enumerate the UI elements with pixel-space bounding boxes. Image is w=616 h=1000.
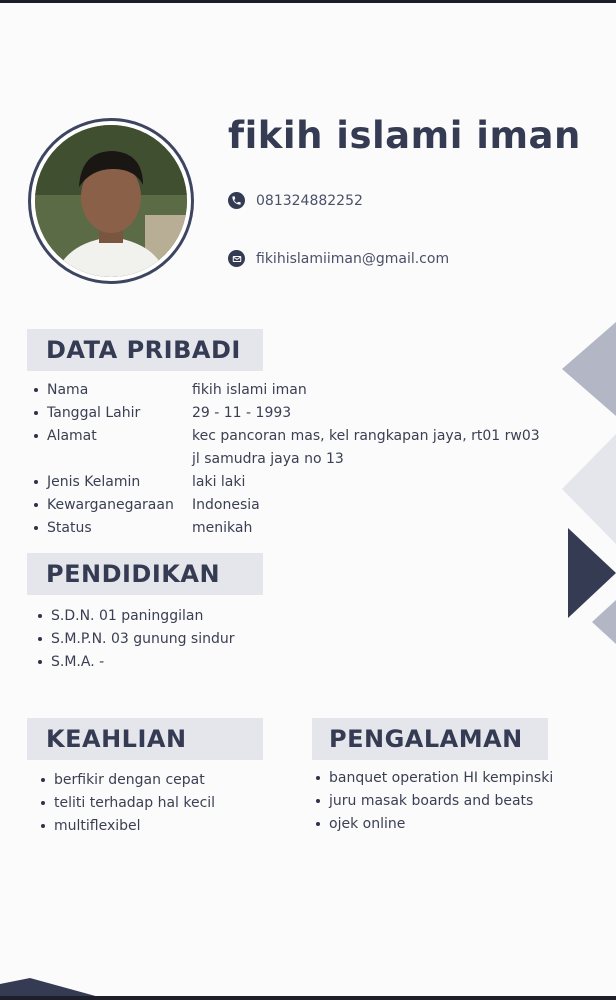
label-tanggal-lahir: Tanggal Lahir (47, 405, 141, 421)
keahlian-item-text: berfikir dengan cepat (54, 772, 205, 788)
person-name: fikih islami iman (228, 114, 581, 157)
keahlian-item-text: teliti terhadap hal kecil (54, 795, 216, 811)
value-tanggal-lahir: 29 - 11 - 1993 (192, 405, 292, 421)
phone-number: 081324882252 (256, 192, 363, 209)
value-alamat: kec pancoran mas, kel rangkapan jaya, rt01 rw03 (192, 428, 540, 444)
value-nama: fikih islami iman (192, 382, 307, 398)
pengalaman-item-text: banquet operation HI kempinski (329, 770, 554, 786)
email-address: fikihislamiiman@gmail.com (256, 250, 450, 267)
value-kewarganegaraan: Indonesia (192, 497, 260, 513)
deco-triangle-light (562, 434, 616, 544)
section-data-pribadi-heading: DATA PRIBADI (27, 329, 263, 371)
value-status: menikah (192, 520, 253, 536)
person-photo-illustration (35, 125, 187, 277)
phone-contact (228, 192, 363, 209)
list-item (316, 816, 405, 832)
pendidikan-item-text: S.D.N. 01 paninggilan (51, 608, 204, 624)
top-border (0, 0, 616, 3)
profile-photo-frame (28, 118, 194, 284)
pengalaman-item-text: ojek online (329, 816, 406, 832)
list-item (38, 631, 235, 647)
email-contact (228, 250, 449, 267)
deco-triangle-small (592, 600, 616, 644)
list-item (316, 770, 553, 786)
section-pendidikan-heading: PENDIDIKAN (27, 553, 263, 595)
deco-triangle-dark (568, 528, 616, 618)
label-alamat: Alamat (47, 428, 97, 444)
profile-photo (35, 125, 187, 277)
label-status: Status (47, 520, 92, 536)
list-item (41, 772, 205, 788)
pendidikan-item-text: S.M.P.N. 03 gunung sindur (51, 631, 235, 647)
email-icon (228, 250, 245, 267)
deco-triangle-top (562, 322, 616, 416)
list-item (38, 654, 104, 670)
label-jenis-kelamin: Jenis Kelamin (47, 474, 141, 490)
label-nama: Nama (47, 382, 89, 398)
phone-icon (228, 192, 245, 209)
section-keahlian-heading: KEAHLIAN (27, 718, 263, 760)
decorative-triangles (556, 322, 616, 652)
section-pengalaman-heading: PENGALAMAN (312, 718, 548, 760)
pendidikan-item-text: S.M.A. - (51, 654, 105, 670)
pengalaman-item-text: juru masak boards and beats (329, 793, 534, 809)
bottom-decoration (0, 970, 616, 1000)
label-kewarganegaraan: Kewarganegaraan (47, 497, 174, 513)
list-item (41, 818, 141, 834)
list-item (316, 793, 533, 809)
value-jenis-kelamin: laki laki (192, 474, 246, 490)
list-item (38, 608, 203, 624)
value-alamat-line2: jl samudra jaya no 13 (192, 451, 344, 467)
keahlian-item-text: multiflexibel (54, 818, 141, 834)
list-item (41, 795, 215, 811)
